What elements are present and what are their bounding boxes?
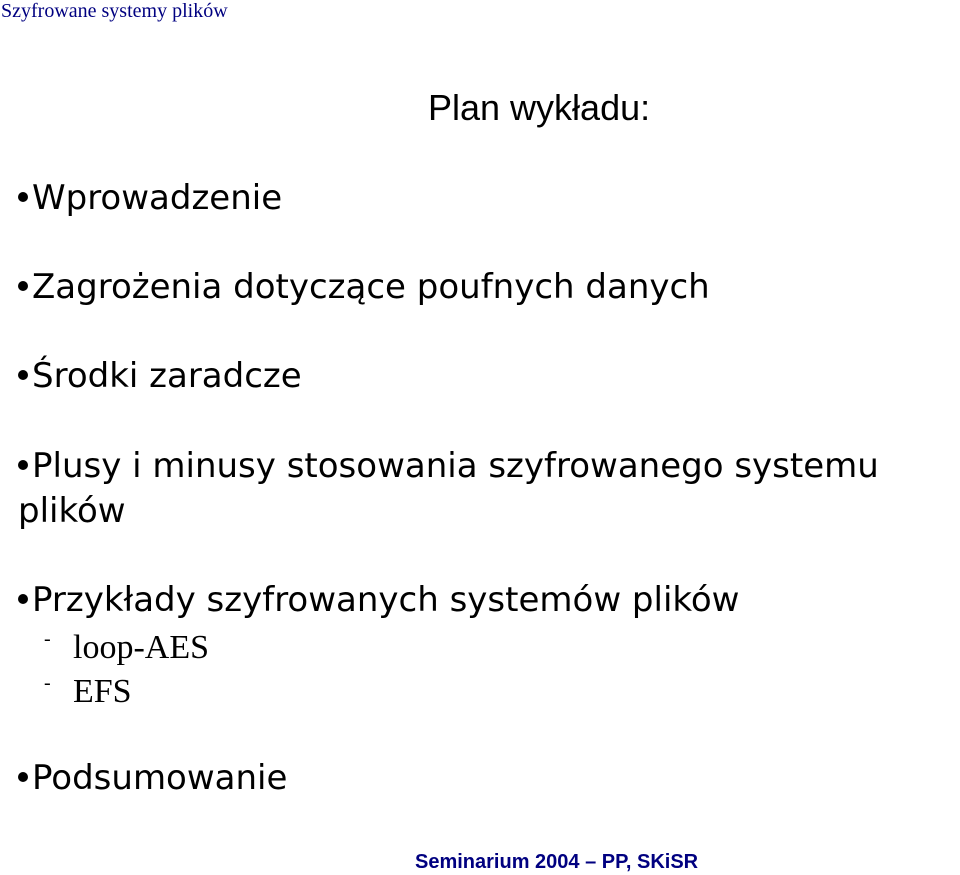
bullet-text: Podsumowanie	[32, 758, 288, 798]
bullet-text: Środki zaradcze	[32, 356, 302, 396]
sub-list-item	[44, 628, 209, 668]
bullet-text: Przykłady szyfrowanych systemów plików	[32, 580, 740, 620]
bullet-dot-icon	[18, 370, 28, 380]
bullet-text: Plusy i minusy stosowania szyfrowanego systemu plików	[18, 446, 879, 531]
bullet-dot-icon	[18, 192, 28, 202]
bullet-dot-icon	[18, 594, 28, 604]
bullet-dot-icon	[18, 772, 28, 782]
dash-marker: -	[44, 672, 51, 694]
sub-list-text: EFS	[73, 673, 132, 710]
document-header-title: Szyfrowane systemy plików	[1, 0, 228, 22]
bullet-item	[18, 265, 710, 310]
bullet-item	[18, 444, 958, 534]
bullet-text: Zagrożenia dotyczące poufnych danych	[32, 267, 710, 307]
bullet-item	[18, 578, 740, 623]
bullet-text: Wprowadzenie	[32, 178, 283, 218]
bullet-item	[18, 354, 302, 399]
sub-list-text: loop-AES	[73, 629, 209, 666]
footer-text: Seminarium 2004 – PP, SKiSR	[415, 851, 699, 873]
bullet-item	[18, 176, 282, 221]
slide-title: Plan wykładu:	[428, 87, 651, 128]
dash-marker: -	[44, 628, 51, 650]
bullet-item	[18, 756, 287, 801]
bullet-dot-icon	[18, 281, 28, 291]
sub-list-item	[44, 672, 132, 712]
bullet-dot-icon	[18, 460, 28, 470]
